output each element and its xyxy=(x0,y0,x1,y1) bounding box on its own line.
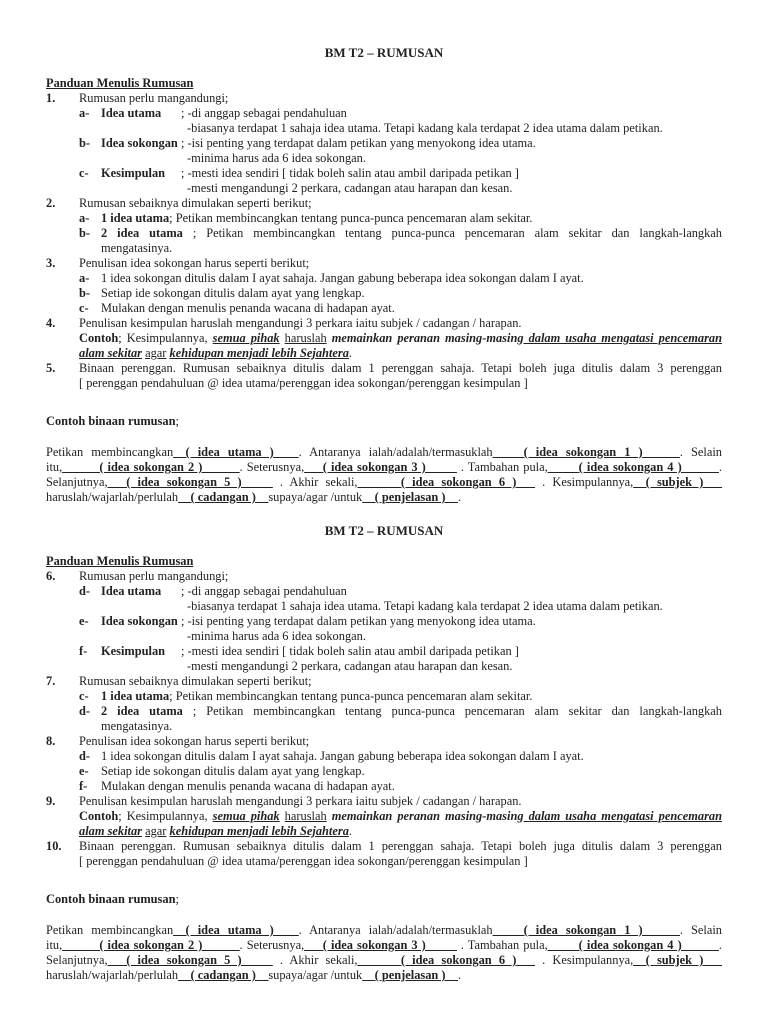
list-item xyxy=(46,734,722,749)
blank-penjelasan: __( penjelasan )__ xyxy=(362,968,458,982)
sub-label: Idea sokongan xyxy=(101,136,178,150)
rumusan-section xyxy=(46,45,722,505)
item-text: Rumusan sebaiknya dimulakan seperti berikut; xyxy=(79,674,312,688)
sub-continuation: -biasanya terdapat 1 sahaja idea utama. Tetapi kadang kala terdapat 2 idea utama dalam petikan. xyxy=(187,599,663,613)
list-item xyxy=(46,256,722,271)
blank-penjelasan: __( penjelasan )__ xyxy=(362,490,458,504)
sub-text: ; Petikan membincangkan tentang punca-punca pencemaran alam sekitar. xyxy=(169,211,533,225)
blank-idea-sokongan-3: ___( idea sokongan 3 )_____ xyxy=(304,460,457,474)
blank-cadangan: __( cadangan )__ xyxy=(178,490,269,504)
item-text: Penulisan idea sokongan harus seperti berikut; xyxy=(79,734,310,748)
blank-subjek: __( subjek )___ xyxy=(633,475,722,489)
sub-item xyxy=(46,749,722,764)
sub-item xyxy=(46,286,722,301)
item-text: Penulisan kesimpulan haruslah mengandungi 3 perkara iaitu subjek / cadangan / harapan. xyxy=(79,316,522,330)
sub-letter: d- xyxy=(79,749,91,763)
sub-item xyxy=(46,644,722,659)
sub-text: ; -mesti idea sendiri [ tidak boleh salin atau ambil daripada petikan ] xyxy=(181,166,519,180)
blank-idea-sokongan-1: _____( idea sokongan 1 )______ xyxy=(492,445,680,459)
item-number: 9. xyxy=(46,794,56,808)
sub-item xyxy=(46,614,722,629)
blank-idea-sokongan-5: ___( idea sokongan 5 )_____ xyxy=(107,953,273,967)
blank-idea-sokongan-6: _______( idea sokongan 6 )___ xyxy=(357,953,535,967)
list-item xyxy=(46,361,722,376)
sub-letter: a- xyxy=(79,211,90,225)
sub-text: Mulakan dengan menulis penanda wacana di hadapan ayat. xyxy=(101,779,395,793)
item-number: 2. xyxy=(46,196,56,210)
sub-letter: c- xyxy=(79,689,89,703)
item-number: 5. xyxy=(46,361,56,375)
item-number: 8. xyxy=(46,734,56,748)
list-item xyxy=(46,196,722,211)
blank-idea-utama: __( idea utama )____ xyxy=(173,923,299,937)
sub-letter: b- xyxy=(79,286,91,300)
example-sentence-continuation: alam sekitar agar kehidupan menjadi lebih Sejahtera. xyxy=(79,346,352,360)
item-text: Rumusan perlu mangandungi; xyxy=(79,569,229,583)
sub-item xyxy=(46,764,722,779)
example-sentence: Contoh; Kesimpulannya, semua pihak haruslah memainkan peranan masing-masing dalam usaha mengatasi pencemaran xyxy=(79,809,722,823)
sub-letter: f- xyxy=(79,779,88,793)
item-text: Penulisan kesimpulan haruslah mengandungi 3 perkara iaitu subjek / cadangan / harapan. xyxy=(79,794,522,808)
example-heading: Contoh binaan rumusan; xyxy=(46,892,179,906)
sub-letter: a- xyxy=(79,106,90,120)
sub-label: Kesimpulan xyxy=(101,644,166,658)
item-text-continuation: [ perenggan pendahuluan @ idea utama/perenggan idea sokongan/perenggan kesimpulan ] xyxy=(79,376,528,390)
sub-continuation: -mesti mengandungi 2 perkara, cadangan atau harapan dan kesan. xyxy=(187,659,513,673)
blank-subjek: __( subjek )___ xyxy=(633,953,722,967)
blank-idea-sokongan-4: _____( idea sokongan 4 )______ xyxy=(547,460,719,474)
blank-idea-sokongan-6: _______( idea sokongan 6 )___ xyxy=(357,475,535,489)
sub-label: 2 idea utama xyxy=(101,704,183,718)
sub-letter: e- xyxy=(79,764,89,778)
sub-label: 1 idea utama xyxy=(101,211,170,225)
sub-text: ; -mesti idea sendiri [ tidak boleh salin atau ambil daripada petikan ] xyxy=(181,644,519,658)
sub-text: ; -di anggap sebagai pendahuluan xyxy=(181,106,347,120)
item-text-continuation: [ perenggan pendahuluan @ idea utama/perenggan idea sokongan/perenggan kesimpulan ] xyxy=(79,854,528,868)
blank-idea-sokongan-4: _____( idea sokongan 4 )______ xyxy=(547,938,719,952)
item-number: 7. xyxy=(46,674,56,688)
sub-text: Setiap ide sokongan ditulis dalam ayat yang lengkap. xyxy=(101,286,365,300)
blank-idea-sokongan-1: _____( idea sokongan 1 )______ xyxy=(492,923,680,937)
sub-item xyxy=(46,136,722,151)
list-item xyxy=(46,794,722,809)
item-text: Rumusan perlu mangandungi; xyxy=(79,91,229,105)
item-text: Penulisan idea sokongan harus seperti berikut; xyxy=(79,256,310,270)
sub-letter: c- xyxy=(79,166,89,180)
document-title: BM T2 – RUMUSAN xyxy=(324,45,444,60)
rumusan-section xyxy=(46,523,722,983)
sub-item xyxy=(46,211,722,226)
sub-item xyxy=(46,779,722,794)
sub-continuation: mengatasinya. xyxy=(101,241,173,255)
blank-idea-sokongan-3: ___( idea sokongan 3 )_____ xyxy=(304,938,457,952)
template-paragraph: Petikan membincangkan__( idea utama )____. Antaranya ialah/adalah/termasuklah_____( idea sokongan 1 )______. Selain itu,______( idea sokongan 2 )______. Seterusnya,___( idea sokongan 3 )_____ . Tambahan pula,_____( idea sokongan 4 )______. Selanjutnya,___( idea sokongan 5 )_____ . Akhir sekali,_______( idea sokongan 6 )___ . Kesimpulannya,__( subjek )___ haruslah/wajarlah/perlulah__( cadangan )__supaya/agar /untuk__( penjelasan )__. xyxy=(46,923,722,982)
example-heading: Contoh binaan rumusan; xyxy=(46,414,179,428)
blank-cadangan: __( cadangan )__ xyxy=(178,968,269,982)
sub-text: ; -isi penting yang terdapat dalam petikan yang menyokong idea utama. xyxy=(181,614,536,628)
sub-letter: f- xyxy=(79,644,88,658)
sub-label: 1 idea utama xyxy=(101,689,170,703)
blank-idea-utama: __( idea utama )____ xyxy=(173,445,299,459)
sub-item xyxy=(46,301,722,316)
sub-item xyxy=(46,584,722,599)
sub-label: Idea utama xyxy=(101,106,162,120)
guide-heading: Panduan Menulis Rumusan xyxy=(46,76,194,90)
sub-label: Idea utama xyxy=(101,584,162,598)
blank-idea-sokongan-5: ___( idea sokongan 5 )_____ xyxy=(107,475,273,489)
sub-item xyxy=(46,106,722,121)
sub-item xyxy=(46,271,722,286)
sub-letter: d- xyxy=(79,704,91,718)
item-number: 6. xyxy=(46,569,56,583)
sub-letter: b- xyxy=(79,136,91,150)
list-item xyxy=(46,674,722,689)
blank-idea-sokongan-2: ______( idea sokongan 2 )______ xyxy=(62,460,240,474)
item-text: Rumusan sebaiknya dimulakan seperti berikut; xyxy=(79,196,312,210)
sub-continuation: -minima harus ada 6 idea sokongan. xyxy=(187,151,366,165)
item-number: 10. xyxy=(46,839,62,853)
sub-continuation: -minima harus ada 6 idea sokongan. xyxy=(187,629,366,643)
sub-label: 2 idea utama xyxy=(101,226,183,240)
sub-text: ; Petikan membincangkan tentang punca-punca pencemaran alam sekitar dan langkah-langkah xyxy=(192,704,723,718)
sub-text: 1 idea sokongan ditulis dalam I ayat sahaja. Jangan gabung beberapa idea sokongan dalam I ayat. xyxy=(101,271,584,285)
sub-continuation: -biasanya terdapat 1 sahaja idea utama. Tetapi kadang kala terdapat 2 idea utama dalam petikan. xyxy=(187,121,663,135)
sub-item xyxy=(46,166,722,181)
list-item xyxy=(46,569,722,584)
sub-continuation: mengatasinya. xyxy=(101,719,173,733)
sub-item xyxy=(46,226,722,241)
example-sentence-continuation: alam sekitar agar kehidupan menjadi lebih Sejahtera. xyxy=(79,824,352,838)
sub-letter: a- xyxy=(79,271,90,285)
sub-letter: c- xyxy=(79,301,89,315)
sub-text: 1 idea sokongan ditulis dalam I ayat sahaja. Jangan gabung beberapa idea sokongan dalam I ayat. xyxy=(101,749,584,763)
sub-text: ; -di anggap sebagai pendahuluan xyxy=(181,584,347,598)
item-number: 4. xyxy=(46,316,56,330)
template-paragraph: Petikan membincangkan__( idea utama )____. Antaranya ialah/adalah/termasuklah_____( idea sokongan 1 )______. Selain itu,______( idea sokongan 2 )______. Seterusnya,___( idea sokongan 3 )_____ . Tambahan pula,_____( idea sokongan 4 )______. Selanjutnya,___( idea sokongan 5 )_____ . Akhir sekali,_______( idea sokongan 6 )___ . Kesimpulannya,__( subjek )___ haruslah/wajarlah/perlulah__( cadangan )__supaya/agar /untuk__( penjelasan )__. xyxy=(46,445,722,504)
item-number: 1. xyxy=(46,91,56,105)
sub-label: Idea sokongan xyxy=(101,614,178,628)
sub-item xyxy=(46,704,722,719)
sub-continuation: -mesti mengandungi 2 perkara, cadangan atau harapan dan kesan. xyxy=(187,181,513,195)
guide-heading: Panduan Menulis Rumusan xyxy=(46,554,194,568)
blank-idea-sokongan-2: ______( idea sokongan 2 )______ xyxy=(62,938,240,952)
sub-text: ; -isi penting yang terdapat dalam petikan yang menyokong idea utama. xyxy=(181,136,536,150)
sub-text: Mulakan dengan menulis penanda wacana di hadapan ayat. xyxy=(101,301,395,315)
sub-text: ; Petikan membincangkan tentang punca-punca pencemaran alam sekitar. xyxy=(169,689,533,703)
list-item xyxy=(46,316,722,331)
item-text: Binaan perenggan. Rumusan sebaiknya ditulis dalam 1 perenggan sahaja. Tetapi boleh juga ditulis dalam 3 perenggan xyxy=(79,361,722,375)
example-sentence: Contoh; Kesimpulannya, semua pihak haruslah memainkan peranan masing-masing dalam usaha mengatasi pencemaran xyxy=(79,331,722,345)
list-item xyxy=(46,839,722,854)
sub-text: ; Petikan membincangkan tentang punca-punca pencemaran alam sekitar dan langkah-langkah xyxy=(192,226,723,240)
item-text: Binaan perenggan. Rumusan sebaiknya ditulis dalam 1 perenggan sahaja. Tetapi boleh juga ditulis dalam 3 perenggan xyxy=(79,839,722,853)
sub-letter: d- xyxy=(79,584,91,598)
item-number: 3. xyxy=(46,256,56,270)
list-item xyxy=(46,91,722,106)
sub-item xyxy=(46,689,722,704)
sub-letter: b- xyxy=(79,226,91,240)
sub-text: Setiap ide sokongan ditulis dalam ayat yang lengkap. xyxy=(101,764,365,778)
document-title: BM T2 – RUMUSAN xyxy=(324,523,444,538)
sub-label: Kesimpulan xyxy=(101,166,166,180)
sub-letter: e- xyxy=(79,614,89,628)
